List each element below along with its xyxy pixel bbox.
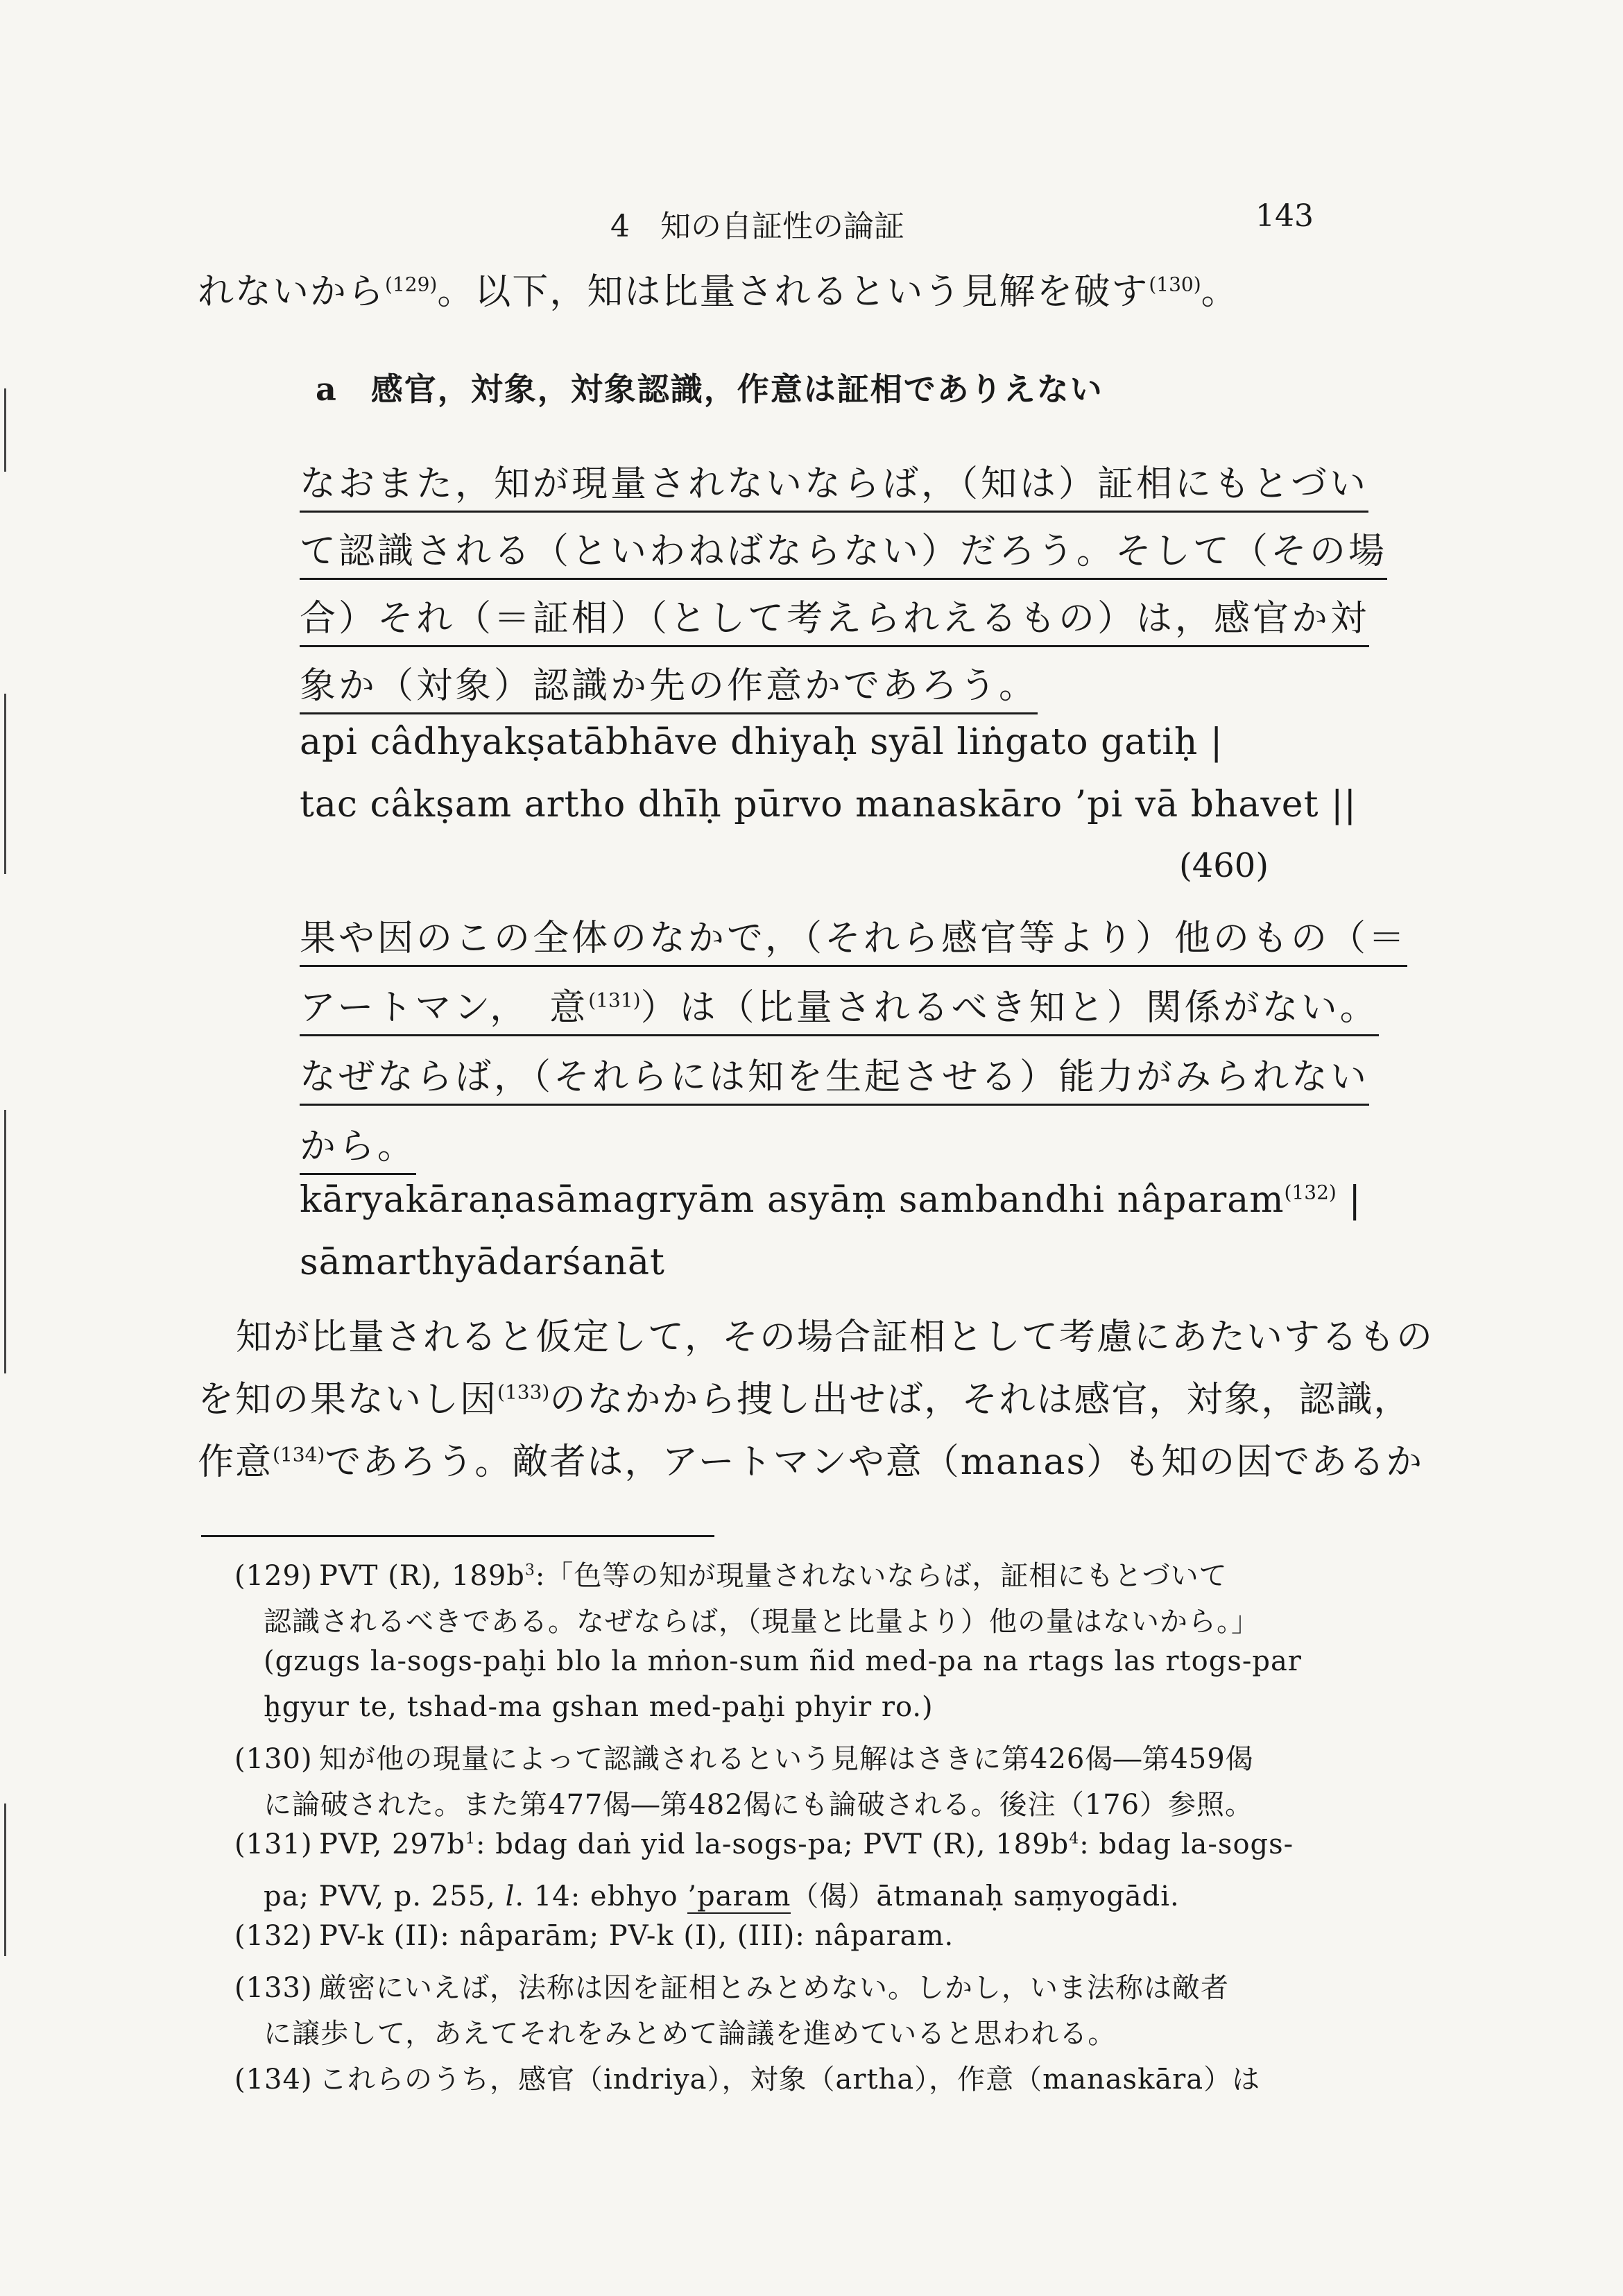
scan-margin-mark bbox=[4, 1110, 6, 1373]
footnote-ref: (130) bbox=[1149, 273, 1201, 296]
sanskrit-text: kāryakāraṇasāmagryām asyāṃ sambandhi nâparam bbox=[300, 1179, 1285, 1221]
footnote-text: 知が他の現量によって認識されるという見解はさきに第426偈―第459偈 bbox=[319, 1743, 1254, 1775]
footnote-line: 認識されるべきである。なぜならば，（現量と比量より）他の量はないから。」 bbox=[264, 1606, 1260, 1638]
intro-line bbox=[198, 262, 1239, 314]
footnote-text: l bbox=[505, 1881, 515, 1912]
footnote-133 bbox=[234, 1966, 1229, 2005]
footnote-sup: 4 bbox=[1069, 1830, 1080, 1848]
translation-line: なおまた，知が現量されないならば，（知は）証相にもとづい bbox=[300, 454, 1368, 513]
sanskrit-verse-line: api câdhyakṣatābhāve dhiyaḥ syāl liṅgato gatiḥ | bbox=[300, 721, 1223, 763]
footnote-ref: (133) bbox=[497, 1380, 550, 1404]
footnote-text: 厳密にいえば，法称は因を証相とみとめない。しかし，いま法称は敵者 bbox=[319, 1972, 1229, 2004]
sanskrit-verse-line: tac câkṣam artho dhīḥ pūrvo manaskāro ’pi vā bhavet || bbox=[300, 784, 1357, 825]
verse-number: (460) bbox=[1179, 846, 1269, 885]
footnote-number: (129) bbox=[234, 1560, 313, 1592]
footnote-sup: 3 bbox=[524, 1561, 535, 1579]
translation-line: 象か（対象）認識か先の作意かであろう。 bbox=[300, 656, 1038, 714]
footnote-sup: 1 bbox=[465, 1830, 476, 1848]
footnote-ref: (134) bbox=[273, 1443, 325, 1466]
footnote-text: pa; PVV, p. 255, bbox=[264, 1881, 506, 1912]
footnote-ref: (132) bbox=[1284, 1181, 1337, 1204]
footnote-text: これらのうち，感官（indriya），対象（artha），作意（manaskāra）は bbox=[319, 2064, 1261, 2096]
commentary-line bbox=[198, 1432, 1423, 1484]
footnote-text: . 14: ebhyo bbox=[515, 1881, 688, 1912]
footnote-number: (132) bbox=[234, 1920, 313, 1952]
sanskrit-verse-line bbox=[300, 1179, 1362, 1221]
footnote-ref: (131) bbox=[588, 988, 641, 1012]
footnote-text: PVP, 297b bbox=[319, 1828, 465, 1860]
footnote-line bbox=[264, 1874, 1180, 1914]
intro-text: 。以下，知は比量されるという見解を破す bbox=[437, 271, 1149, 313]
footnote-number: (134) bbox=[234, 2064, 313, 2096]
section-heading: a 感官，対象，対象認識，作意は証相でありえない bbox=[316, 370, 1104, 408]
footnote-line: に譲歩して，あえてそれをみとめて論議を進めていると思われる。 bbox=[264, 2018, 1117, 2050]
footnote-line: に論破された。また第477偈―第482偈にも論破される。後注（176）参照。 bbox=[264, 1789, 1254, 1821]
scan-margin-mark bbox=[4, 1804, 6, 1956]
commentary-text: を知の果ないし因 bbox=[198, 1379, 498, 1421]
footnote-underlined-text: ’param bbox=[687, 1881, 791, 1912]
translation-line: 果や因のこの全体のなかで，（それら感官等より）他のもの（＝ bbox=[300, 909, 1407, 967]
footnote-number: (131) bbox=[234, 1828, 313, 1860]
footnote-134 bbox=[234, 2057, 1260, 2097]
translation-text: アートマン， 意 bbox=[300, 987, 589, 1029]
footnote-text: :「色等の知が現量されないならば，証相にもとづいて bbox=[535, 1560, 1228, 1592]
footnote-132 bbox=[234, 1920, 954, 1952]
footnote-131 bbox=[234, 1828, 1294, 1860]
page-number: 143 bbox=[1255, 198, 1314, 234]
footnote-rule bbox=[201, 1535, 714, 1537]
intro-text: れないから bbox=[198, 271, 386, 313]
translation-line: て認識される（といわねばならない）だろう。そして（その場 bbox=[300, 522, 1387, 580]
translation-line bbox=[300, 978, 1379, 1036]
footnote-130 bbox=[234, 1737, 1254, 1776]
commentary-line: 知が比量されると仮定して，その場合証相として考慮にあたいするもの bbox=[236, 1317, 1434, 1358]
commentary-text: 作意 bbox=[198, 1441, 273, 1483]
translation-line: なぜならば，（それらには知を生起させる）能力がみられない bbox=[300, 1047, 1369, 1106]
translation-text: ）は（比量されるべき知と）関係がない。 bbox=[640, 987, 1379, 1029]
intro-text: 。 bbox=[1201, 271, 1239, 313]
footnote-text: （偈）ātmanaḥ saṃyogādi. bbox=[791, 1881, 1180, 1912]
footnote-text: : bdag daṅ yid la-sogs-pa; PVT (R), 189b bbox=[476, 1828, 1070, 1860]
footnote-text: PV-k (II): nâparām; PV-k (I), (III): nâparam. bbox=[319, 1920, 954, 1952]
translation-line: 合）それ（＝証相）（として考えられえるもの）は，感官か対 bbox=[300, 589, 1369, 647]
footnote-ref: (129) bbox=[385, 273, 438, 296]
footnote-number: (133) bbox=[234, 1972, 313, 2004]
commentary-line bbox=[198, 1370, 1411, 1422]
commentary-text: であろう。敵者は，アートマンや意（manas）も知の因であるか bbox=[325, 1441, 1424, 1483]
scan-margin-mark bbox=[4, 694, 6, 874]
commentary-text: のなかから捜し出せば，それは感官，対象，認識， bbox=[549, 1379, 1411, 1421]
footnote-text: : bdag la-sogs- bbox=[1079, 1828, 1294, 1860]
footnote-number: (130) bbox=[234, 1743, 313, 1775]
footnote-line: (gzugs la-sogs-paḫi blo la mṅon-sum ñid med-pa na rtags las rtogs-par bbox=[264, 1645, 1302, 1677]
sanskrit-verse-line: sāmarthyādarśanāt bbox=[300, 1242, 665, 1283]
running-head: 4 知の自証性の論証 bbox=[610, 209, 904, 244]
sanskrit-text: | bbox=[1336, 1179, 1362, 1221]
footnote-line: ḫgyur te, tshad-ma gshan med-paḫi phyir ro.) bbox=[264, 1691, 934, 1723]
footnote-text: PVT (R), 189b bbox=[319, 1560, 525, 1592]
scan-margin-mark bbox=[4, 388, 6, 472]
translation-line: から。 bbox=[300, 1117, 416, 1175]
footnote-129 bbox=[234, 1554, 1228, 1593]
